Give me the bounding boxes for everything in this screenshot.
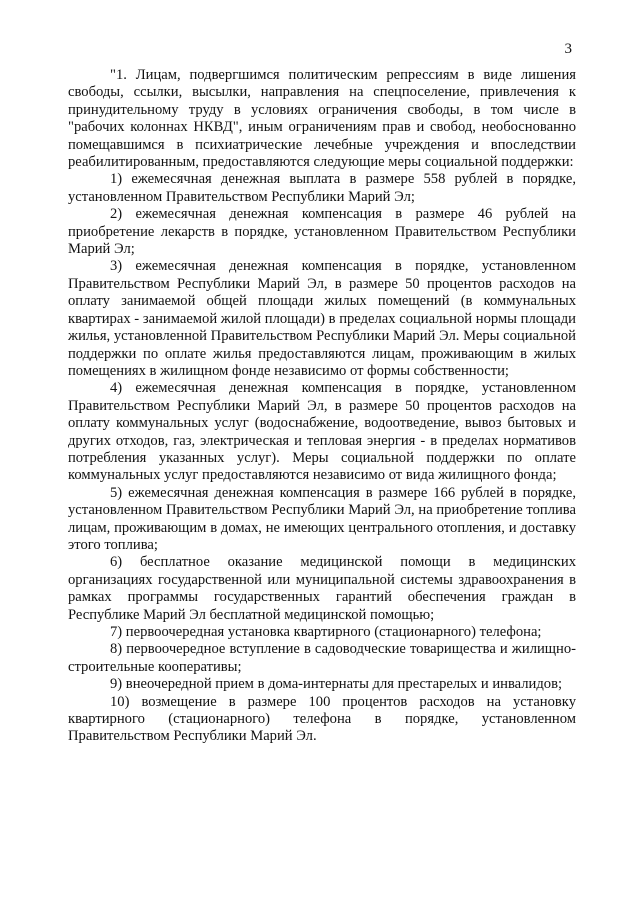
list-item-3: 3) ежемесячная денежная компенсация в порядке, установленном Правительством Республики Марий Эл, в размере 50 процентов расходов на оплату занимаемой общей площади жилых помещений (в коммунальных квартирах - занимаемой жилой площади) в пределах социальной нормы площади жилья, установленной Правительством Республики Марий Эл. Меры социальной поддержки по оплате жилья предоставляются лицам, проживающим в жилых помещениях в жилищном фонде независимо от формы собственности;	[68, 258, 576, 379]
list-item-5: 5) ежемесячная денежная компенсация в размере 166 рублей в порядке, установленном Правительством Республики Марий Эл, на приобретение топлива лицам, проживающим в домах, не имеющих центрального отопления, и доставку этого топлива;	[68, 484, 576, 553]
list-item-8: 8) первоочередное вступление в садоводческие товарищества и жилищно-строительные кооперативы;	[68, 641, 576, 675]
list-item-1: 1) ежемесячная денежная выплата в размере 558 рублей в порядке, установленном Правительством Республики Марий Эл;	[68, 171, 576, 205]
document-body	[68, 67, 576, 746]
page-number: 3	[564, 41, 572, 57]
list-item-7: 7) первоочередная установка квартирного (стационарного) телефона;	[110, 624, 542, 640]
list-item-2: 2) ежемесячная денежная компенсация в размере 46 рублей на приобретение лекарств в порядке, установленном Правительством Республики Марий Эл;	[68, 206, 576, 258]
intro-paragraph: "1. Лицам, подвергшимся политическим репрессиям в виде лишения свободы, ссылки, высылки, направления на спецпоселение, привлечения к принудительному труду в условиях ограничения свободы, в том числе в "рабочих колоннах НКВД", иным ограничениям прав и свобод, необоснованно помещавшимся в психиатрические лечебные учреждения и впоследствии реабилитированным, предоставляются следующие меры социальной поддержки:	[68, 67, 576, 171]
list-item-4: 4) ежемесячная денежная компенсация в порядке, установленном Правительством Республики Марий Эл, в размере 50 процентов расходов на оплату коммунальных услуг (водоснабжение, водоотведение, вывоз бытовых и других отходов, газ, электрическая и тепловая энергия - в пределах нормативов потребления указанных услуг). Меры социальной поддержки по оплате коммунальных услуг предоставляются независимо от вида жилищного фонда;	[68, 380, 576, 484]
list-item-10: 10) возмещение в размере 100 процентов расходов на установку квартирного (стационарного) телефона в порядке, установленном Правительством Республики Марий Эл.	[68, 693, 576, 745]
list-item-9: 9) внеочередной прием в дома-интернаты для престарелых и инвалидов;	[110, 676, 563, 693]
list-item-6: 6) бесплатное оказание медицинской помощи в медицинских организациях государственной или муниципальной системы здравоохранения в рамках программы государственных гарантий обеспечения граждан в Республике Марий Эл бесплатной медицинской помощью;	[68, 554, 576, 623]
